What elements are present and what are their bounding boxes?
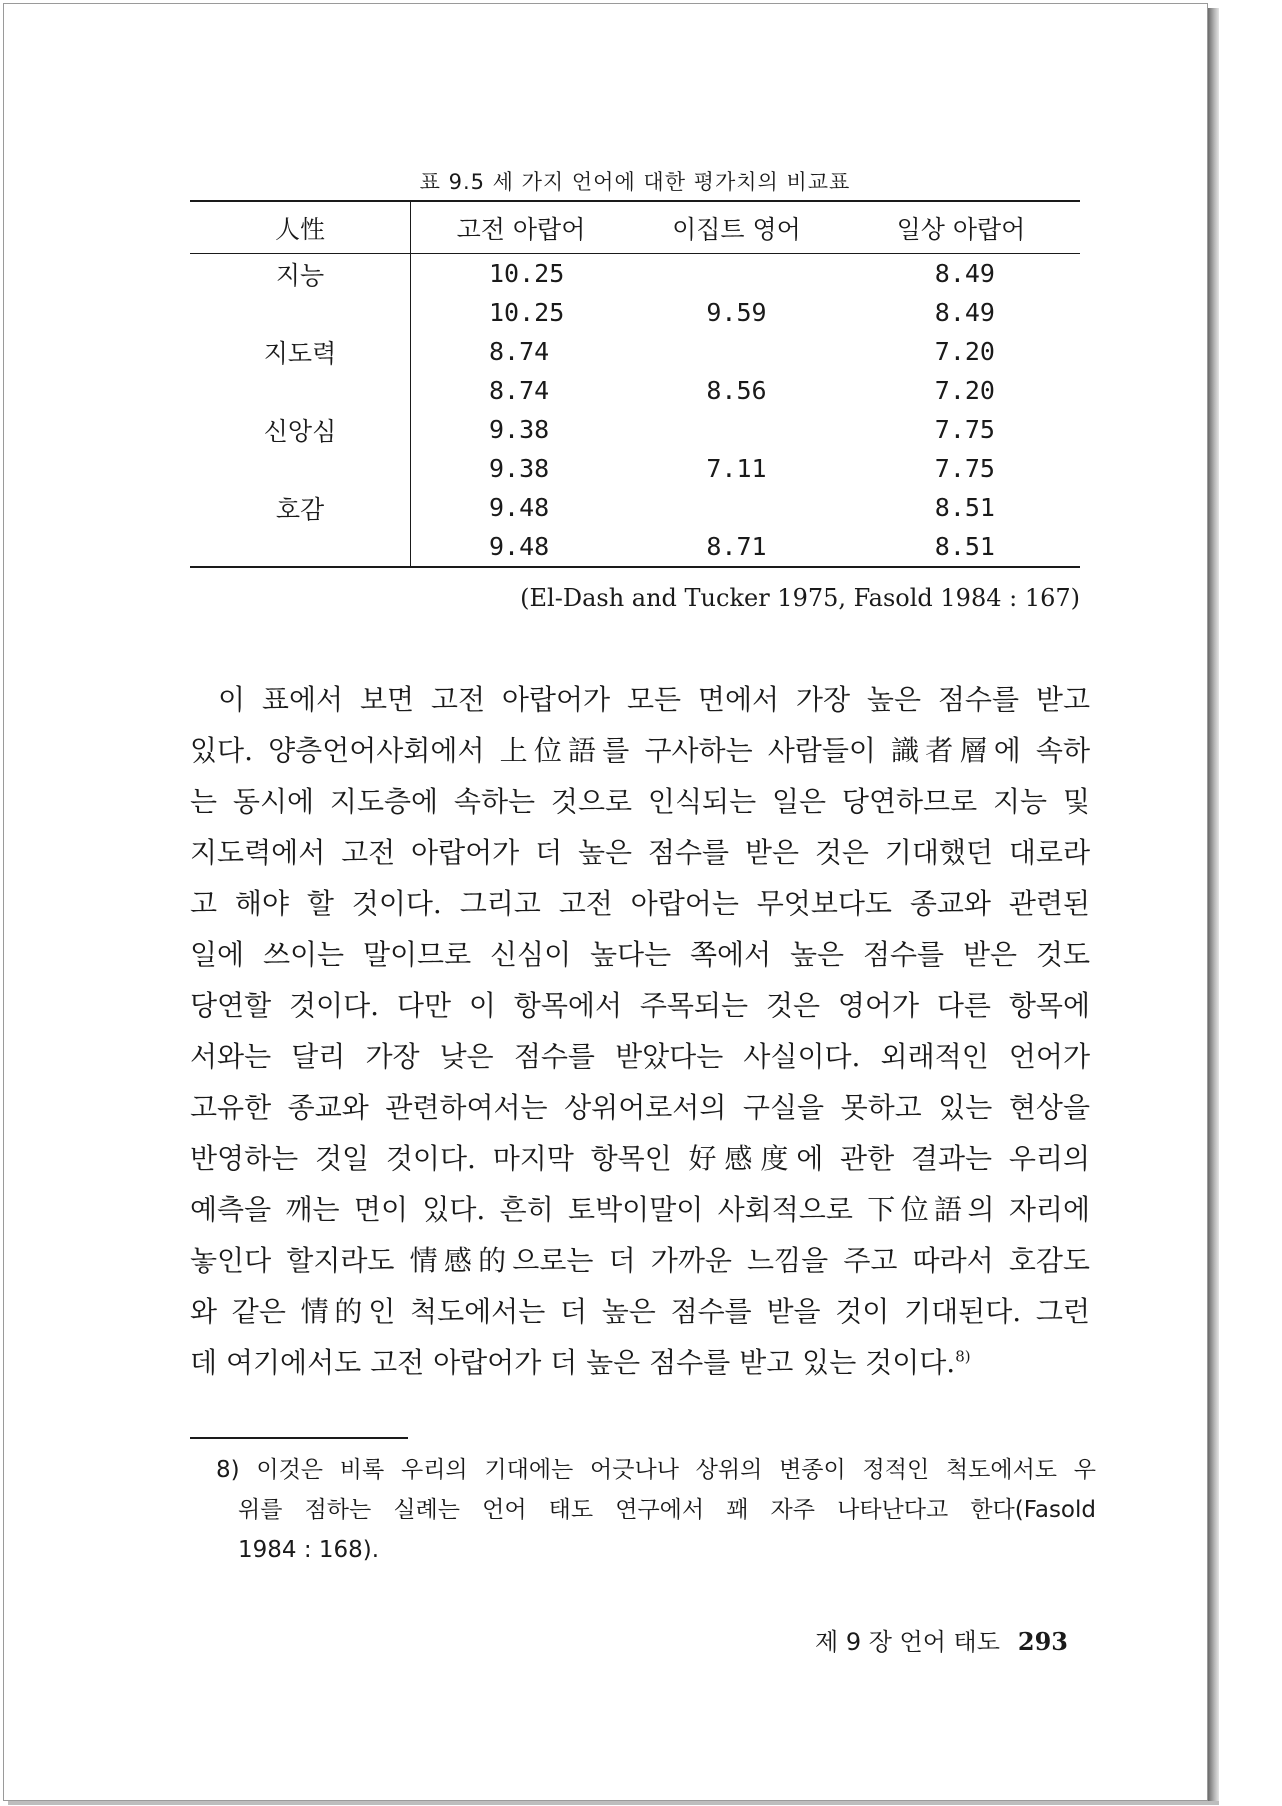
- cell-classical-arabic: 10.25: [489, 298, 565, 327]
- cell-classical-arabic: 9.48: [489, 493, 550, 522]
- table-row: [190, 293, 1080, 332]
- row-trait: 호감: [190, 488, 411, 527]
- page-number: 293: [1017, 1627, 1068, 1656]
- footnote: [216, 1450, 1096, 1570]
- header-classical-arabic: 고전 아랍어: [411, 201, 632, 254]
- body-line: 는 동시에 지도층에 속하는 것으로 인식되는 일은 당연하므로 지능 및: [190, 785, 1090, 818]
- cell-egyptian-english: [631, 254, 842, 294]
- cell-colloquial-arabic: 8.51: [934, 532, 995, 561]
- footnote-divider: [190, 1437, 408, 1439]
- table-row: [190, 410, 1080, 449]
- cell-colloquial-arabic: 7.75: [934, 454, 995, 483]
- body-line: 고 해야 할 것이다. 그리고 고전 아랍어는 무엇보다도 종교와 관련된: [190, 887, 1090, 920]
- table-header-row: [190, 201, 1080, 254]
- body-line: 서와는 달리 가장 낮은 점수를 받았다는 사실이다. 외래적인 언어가: [190, 1040, 1090, 1073]
- row-trait: 지도력: [190, 332, 411, 371]
- cell-egyptian-english: [631, 488, 842, 527]
- cell-classical-arabic: 9.48: [489, 532, 550, 561]
- body-line: 고유한 종교와 관련하여서는 상위어로서의 구실을 못하고 있는 현상을: [190, 1091, 1090, 1124]
- table-caption: 표 9.5 세 가지 언어에 대한 평가치의 비교표: [419, 170, 851, 194]
- body-line: 와 같은 情的인 척도에서는 더 높은 점수를 받을 것이 기대된다. 그런: [190, 1295, 1090, 1328]
- running-footer: [700, 1622, 1068, 1657]
- table-row: [190, 254, 1080, 294]
- cell-egyptian-english: 9.59: [706, 298, 767, 327]
- table-source-citation: (El-Dash and Tucker 1975, Fasold 1984 : 167): [520, 584, 1080, 612]
- page-edge-shadow: [1208, 8, 1219, 1804]
- row-trait: [190, 293, 411, 332]
- cell-egyptian-english: 8.71: [706, 532, 767, 561]
- body-paragraph: [190, 674, 1090, 1388]
- cell-classical-arabic: 9.38: [489, 454, 550, 483]
- row-trait: 신앙심: [190, 410, 411, 449]
- table-row: [190, 332, 1080, 371]
- cell-colloquial-arabic: 7.75: [934, 415, 995, 444]
- body-line: 반영하는 것일 것이다. 마지막 항목인 好感度에 관한 결과는 우리의: [190, 1142, 1090, 1175]
- footnote-reference[interactable]: 8): [955, 1347, 971, 1366]
- cell-egyptian-english: [631, 332, 842, 371]
- body-line-last: [190, 1337, 1090, 1388]
- cell-classical-arabic: 8.74: [489, 376, 550, 405]
- row-trait: [190, 449, 411, 488]
- cell-classical-arabic: 10.25: [489, 259, 565, 288]
- row-trait: [190, 371, 411, 410]
- body-line: 예측을 깨는 면이 있다. 흔히 토박이말이 사회적으로 下位語의 자리에: [190, 1193, 1090, 1226]
- body-line: 일에 쓰이는 말이므로 신심이 높다는 쪽에서 높은 점수를 받은 것도: [190, 938, 1090, 971]
- body-line: 이 표에서 보면 고전 아랍어가 모든 면에서 가장 높은 점수를 받고: [218, 683, 1090, 716]
- header-trait: 人性: [190, 201, 411, 254]
- table-row: [190, 449, 1080, 488]
- cell-classical-arabic: 9.38: [489, 415, 550, 444]
- cell-colloquial-arabic: 7.20: [934, 376, 995, 405]
- comparison-table: [190, 200, 1080, 568]
- row-trait: 지능: [190, 254, 411, 294]
- cell-egyptian-english: 7.11: [706, 454, 767, 483]
- cell-colloquial-arabic: 8.49: [934, 298, 995, 327]
- cell-colloquial-arabic: 7.20: [934, 337, 995, 366]
- footnote-line: 1984 : 168).: [238, 1537, 380, 1563]
- header-colloquial-arabic: 일상 아랍어: [842, 201, 1080, 254]
- body-line: 놓인다 할지라도 情感的으로는 더 가까운 느낌을 주고 따라서 호감도: [190, 1244, 1090, 1277]
- header-egyptian-english: 이집트 영어: [631, 201, 842, 254]
- cell-colloquial-arabic: 8.51: [934, 493, 995, 522]
- footnote-line: 위를 점하는 실례는 언어 태도 연구에서 꽤 자주 나타난다고 한다(Fasold: [238, 1497, 1096, 1523]
- chapter-title: 제 9 장 언어 태도: [815, 1628, 1000, 1656]
- cell-colloquial-arabic: 8.49: [934, 259, 995, 288]
- table-row: [190, 527, 1080, 567]
- body-line: 지도력에서 고전 아랍어가 더 높은 점수를 받은 것은 기대했던 대로라: [190, 836, 1090, 869]
- row-trait: [190, 527, 411, 567]
- body-line: 있다. 양층언어사회에서 上位語를 구사하는 사람들이 識者層에 속하: [190, 734, 1090, 767]
- cell-classical-arabic: 8.74: [489, 337, 550, 366]
- page-bottom-shadow: [8, 1801, 1219, 1805]
- cell-egyptian-english: 8.56: [706, 376, 767, 405]
- table-row: [190, 371, 1080, 410]
- body-line: 당연할 것이다. 다만 이 항목에서 주목되는 것은 영어가 다른 항목에: [190, 989, 1090, 1022]
- footnote-line: 8) 이것은 비록 우리의 기대에는 어긋나나 상위의 변종이 정적인 척도에서도 우: [216, 1457, 1096, 1483]
- table-row: [190, 488, 1080, 527]
- body-line-text: 데 여기에서도 고전 아랍어가 더 높은 점수를 받고 있는 것이다.: [190, 1346, 956, 1379]
- cell-egyptian-english: [631, 410, 842, 449]
